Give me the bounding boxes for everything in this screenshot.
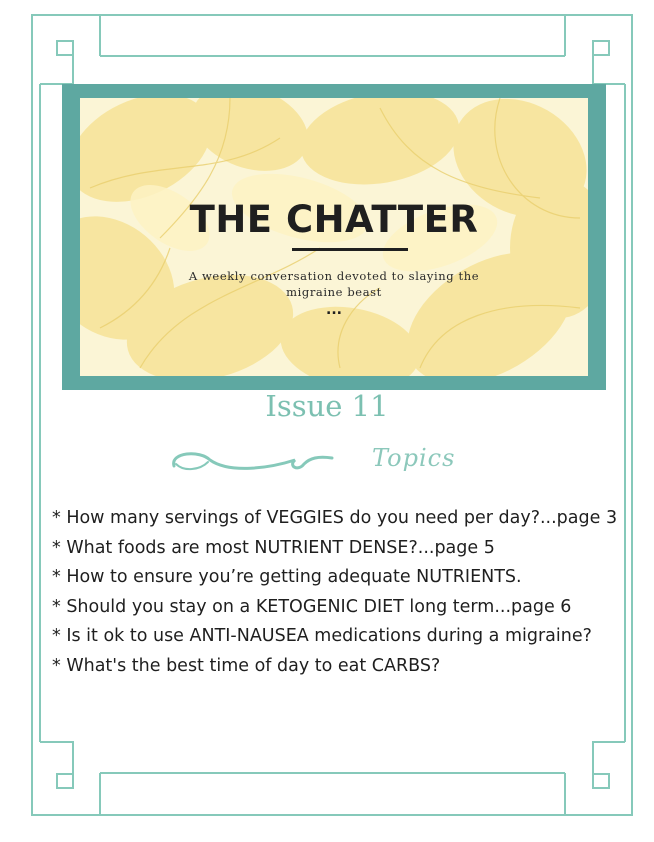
list-item: * How many servings of VEGGIES do you need per day?...page 3: [52, 508, 618, 528]
title-underline: [292, 248, 408, 251]
list-item: * Should you stay on a KETOGENIC DIET long term...page 6: [52, 596, 572, 617]
banner-floral-panel: [80, 98, 588, 376]
topics-list: [52, 504, 626, 681]
list-item: * What foods are most NUTRIENT DENSE?...page 5: [52, 537, 495, 558]
newsletter-title: THE CHATTER: [189, 198, 479, 241]
swirl-ornament-icon: [170, 446, 340, 476]
list-item: * What's the best time of day to eat CARBS?: [52, 655, 441, 676]
topics-heading: Topics: [372, 444, 456, 472]
header-banner: [62, 84, 606, 390]
newsletter-tagline: A weekly conversation devoted to slaying the migraine beast: [188, 269, 480, 299]
issue-number: Issue 11: [265, 389, 389, 423]
tagline-ellipsis: ...: [326, 302, 342, 318]
list-item: * How to ensure you’re getting adequate NUTRIENTS.: [52, 567, 522, 587]
list-item: * Is it ok to use ANTI-NAUSEA medications during a migraine?: [52, 626, 592, 646]
